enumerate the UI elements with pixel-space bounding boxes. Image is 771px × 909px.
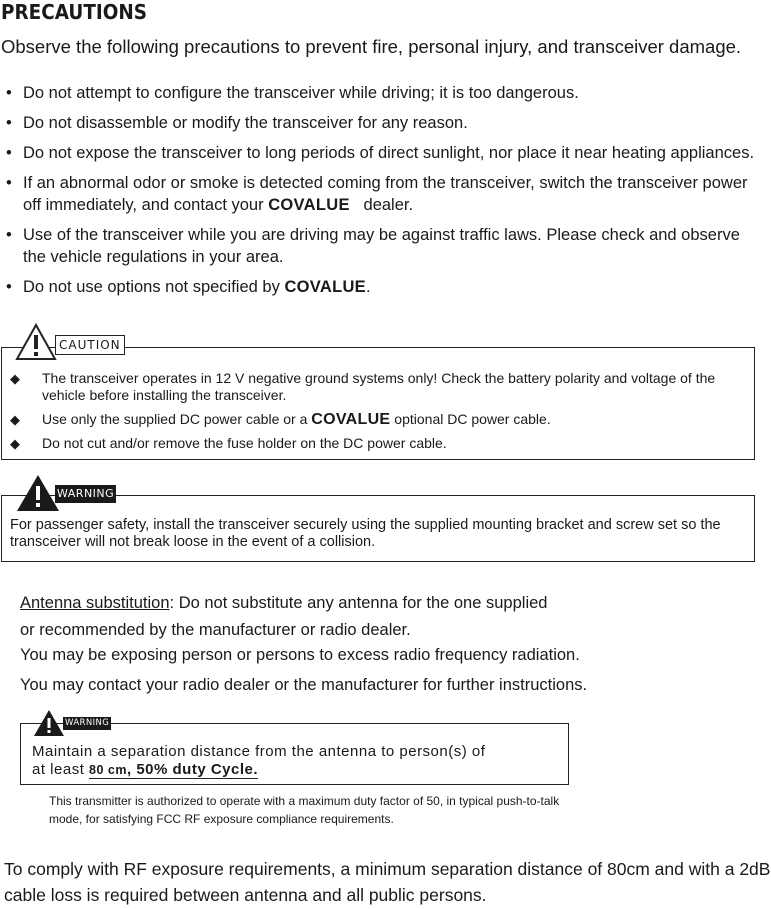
list-item: • Do not use options not specified by COVALUE. — [6, 278, 371, 296]
caution-label: CAUTION — [55, 335, 125, 355]
bullet-marker: • — [6, 144, 12, 162]
brand-name: COVALUE — [268, 196, 350, 214]
list-item: • If an abnormal odor or smoke is detected coming from the transceiver, switch the transceiver power off immediately, and contact your COVALUE dealer. — [6, 174, 748, 214]
antenna-line-4: You may contact your radio dealer or the manufacturer for further instructions. — [20, 676, 588, 694]
caution-list — [10, 370, 748, 459]
warning-label-2: WARNING — [65, 718, 110, 728]
caution-triangle-icon — [15, 323, 57, 361]
duty-cycle: , 50% duty Cycle. — [127, 761, 259, 778]
antenna-heading: Antenna substitution — [20, 594, 170, 612]
bullet-marker: • — [6, 226, 12, 244]
list-item: • Do not disassemble or modify the transceiver for any reason. — [6, 114, 468, 132]
precautions-list — [1, 82, 766, 306]
warning-label: WARNING — [55, 485, 116, 503]
intro-text: Observe the following precautions to prevent fire, personal injury, and transceiver damage. — [1, 36, 742, 57]
list-item: ◆ Do not cut and/or remove the fuse holder on the DC power cable. — [10, 435, 447, 451]
list-item: ◆ Use only the supplied DC power cable or a COVALUE optional DC power cable. — [10, 411, 551, 428]
bullet-marker: • — [6, 174, 12, 192]
diamond-bullet-icon: ◆ — [10, 371, 20, 386]
brand-name: COVALUE — [284, 278, 366, 296]
fcc-note: This transmitter is authorized to operate with a maximum duty factor of 50, in typical push-to-talk mode, for satisfying FCC RF exposure compliance requirements. — [49, 794, 560, 826]
page-title: PRECAUTIONS — [1, 0, 148, 24]
list-item: ◆ The transceiver operates in 12 V negative ground systems only! Check the battery polarity and voltage of the vehicle before installing the transceiver. — [10, 370, 716, 403]
diamond-bullet-icon: ◆ — [10, 436, 20, 451]
warning-triangle-icon — [16, 474, 60, 512]
bullet-marker: • — [6, 278, 12, 296]
antenna-line-3: You may be exposing person or persons to excess radio frequency radiation. — [20, 646, 580, 664]
bullet-marker: • — [6, 84, 12, 102]
brand-name: COVALUE — [311, 411, 391, 428]
antenna-line-2: or recommended by the manufacturer or radio dealer. — [20, 621, 411, 639]
warning-text-2: Maintain a separation distance from the antenna to person(s) of at least 80 cm, 50% duty Cycle. — [32, 743, 486, 778]
diamond-bullet-icon: ◆ — [10, 412, 20, 427]
bullet-marker: • — [6, 114, 12, 132]
list-item: • Do not attempt to configure the transceiver while driving; it is too dangerous. — [6, 84, 579, 102]
antenna-line-1: Antenna substitution: Do not substitute any antenna for the one supplied — [20, 594, 548, 612]
warning-text: For passenger safety, install the transceiver securely using the supplied mounting bracket and screw set so the transceiver will not break loose in the event of a collision. — [10, 517, 721, 550]
separation-distance: 80 cm — [89, 763, 127, 777]
list-item: • Do not expose the transceiver to long periods of direct sunlight, nor place it near heating appliances. — [6, 144, 755, 162]
warning-triangle-icon — [33, 709, 65, 737]
rf-exposure-statement: To comply with RF exposure requirements, a minimum separation distance of 80cm and with a 2dB cable loss is required between antenna and all public persons. — [4, 859, 771, 905]
list-item: • Use of the transceiver while you are driving may be against traffic laws. Please check and observe the vehicle regulations in your area. — [6, 226, 740, 266]
